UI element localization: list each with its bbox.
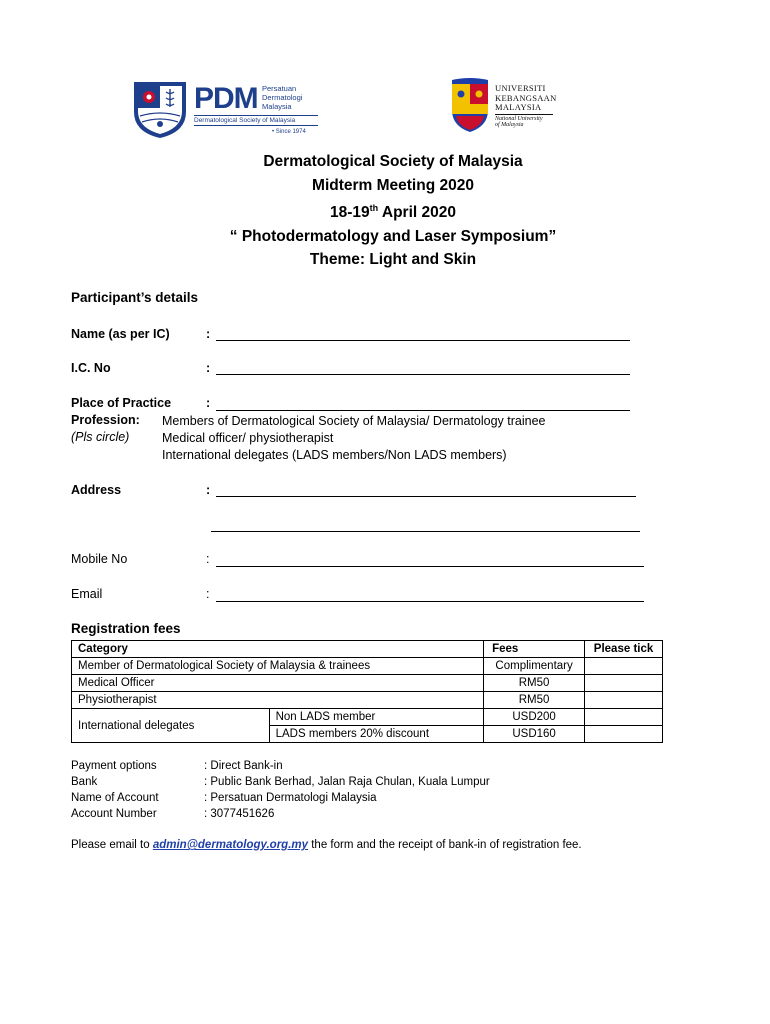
fee-cell: RM50 xyxy=(484,675,585,692)
table-row xyxy=(72,692,663,709)
document-title xyxy=(0,150,770,272)
fee-cell: USD160 xyxy=(484,726,585,743)
ukm-name-lines: UNIVERSITI KEBANGSAAN MALAYSIA National University of Malaysia xyxy=(495,83,557,128)
title-symposium: “ Photodermatology and Laser Symposium” xyxy=(229,227,557,245)
payment-value: : Persatuan Dermatologi Malaysia xyxy=(204,792,377,804)
address-colon: : xyxy=(206,483,211,497)
footer-instruction: Please email to admin@dermatology.org.my the form and the receipt of bank-in of registration fee. xyxy=(71,839,582,851)
ukm-crest-icon xyxy=(448,78,492,134)
email-label: Email xyxy=(71,587,103,601)
circle-note: (Pls circle) xyxy=(71,430,130,444)
table-row xyxy=(72,709,663,726)
title-date: 18-19th April 2020 xyxy=(330,203,456,222)
fee-cell: USD200 xyxy=(484,709,585,726)
ic-label: I.C. No xyxy=(71,361,111,375)
tick-cell[interactable] xyxy=(585,726,663,743)
title-society: Dermatological Society of Malaysia xyxy=(263,153,523,170)
place-label: Place of Practice xyxy=(71,396,172,410)
address-field-1[interactable] xyxy=(216,496,636,497)
title-meeting: Midterm Meeting 2020 xyxy=(312,176,474,194)
payment-label: Payment options xyxy=(71,760,157,772)
tick-cell[interactable] xyxy=(585,675,663,692)
name-label: Name (as per IC) xyxy=(71,327,170,341)
header-category: Category xyxy=(72,641,484,658)
tick-cell[interactable] xyxy=(585,658,663,675)
ic-colon: : xyxy=(206,361,211,375)
mobile-label: Mobile No xyxy=(71,552,128,566)
payment-value: : Direct Bank-in xyxy=(204,760,283,772)
place-colon: : xyxy=(206,396,211,410)
pdm-name-lines: Persatuan Dermatologi Malaysia xyxy=(262,84,303,111)
tick-cell[interactable] xyxy=(585,709,663,726)
category-cell-international: International delegates xyxy=(72,709,270,743)
table-row xyxy=(72,675,663,692)
table-row xyxy=(72,658,663,675)
payment-labels xyxy=(71,758,159,822)
category-cell: Member of Dermatological Society of Malaysia & trainees xyxy=(72,658,484,675)
subcategory-cell: Non LADS member xyxy=(269,709,484,726)
pdm-english-band: Dermatological Society of Malaysia xyxy=(194,115,318,126)
header-tick: Please tick xyxy=(585,641,663,658)
tick-cell[interactable] xyxy=(585,692,663,709)
category-cell: Physiotherapist xyxy=(72,692,484,709)
profession-option[interactable]: Medical officer/ physiotherapist xyxy=(162,431,334,445)
email-field[interactable] xyxy=(216,601,644,602)
pdm-crest-icon xyxy=(130,78,190,140)
payment-value: : 3077451626 xyxy=(204,808,275,820)
mobile-field[interactable] xyxy=(216,566,644,567)
profession-options xyxy=(162,413,546,464)
place-field[interactable] xyxy=(216,410,630,411)
payment-label: Name of Account xyxy=(71,792,159,804)
profession-option[interactable]: Members of Dermatological Society of Malaysia/ Dermatology trainee xyxy=(162,414,546,428)
profession-option[interactable]: International delegates (LADS members/Non LADS members) xyxy=(162,448,507,462)
pdm-logo xyxy=(130,78,330,140)
profession-label: Profession: xyxy=(71,413,140,427)
pdm-since: • Since 1974 xyxy=(272,129,306,135)
mobile-colon: : xyxy=(206,552,210,566)
name-colon: : xyxy=(206,327,211,341)
address-label: Address xyxy=(71,483,122,497)
table-header-row xyxy=(72,641,663,658)
address-field-2[interactable] xyxy=(211,531,640,532)
fees-table xyxy=(71,640,663,743)
fee-cell: Complimentary xyxy=(484,658,585,675)
pdm-acronym: PDM xyxy=(194,82,258,115)
name-field[interactable] xyxy=(216,340,630,341)
category-cell: Medical Officer xyxy=(72,675,484,692)
payment-label: Bank xyxy=(71,776,98,788)
email-link[interactable]: admin@dermatology.org.my xyxy=(152,839,309,851)
email-colon: : xyxy=(206,587,210,601)
subcategory-cell: LADS members 20% discount xyxy=(269,726,484,743)
payment-label: Account Number xyxy=(71,808,157,820)
payment-values xyxy=(204,758,490,822)
title-theme: Theme: Light and Skin xyxy=(309,251,477,269)
registration-heading: Registration fees xyxy=(71,621,181,636)
fee-cell: RM50 xyxy=(484,692,585,709)
ic-field[interactable] xyxy=(216,374,630,375)
header-fees: Fees xyxy=(484,641,585,658)
participant-heading: Participant’s details xyxy=(71,290,199,305)
payment-value: : Public Bank Berhad, Jalan Raja Chulan, Kuala Lumpur xyxy=(204,776,490,788)
ukm-logo xyxy=(448,78,558,136)
